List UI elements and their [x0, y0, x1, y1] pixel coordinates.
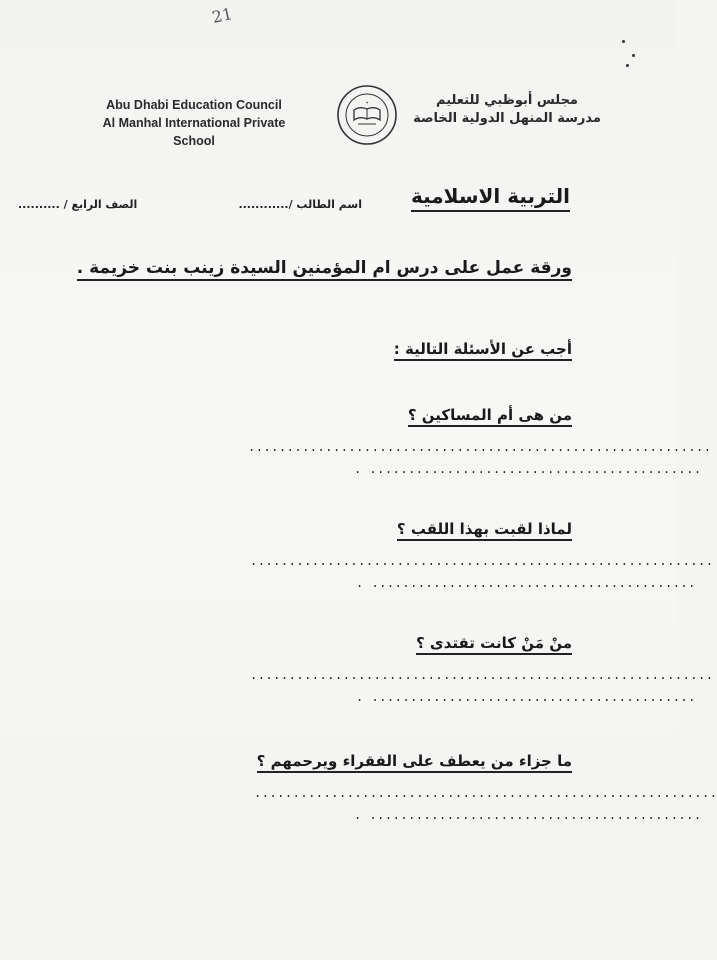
- council-name-ar: مجلس أبوظبي للتعليم: [436, 93, 578, 108]
- answer-line-4a[interactable]: ............................................................: [254, 786, 717, 800]
- school-name-ar: مدرسة المنهل الدولية الخاصة: [413, 111, 601, 126]
- student-info-row: [18, 198, 362, 211]
- student-name-field[interactable]: اسم الطالب /............: [238, 198, 362, 211]
- question-4: ما جزاء من يعطف على الفقراء ويرحمهم ؟: [257, 752, 572, 773]
- answer-line-1a[interactable]: ............................................................: [248, 440, 712, 454]
- question-2: لماذا لقبت بهذا اللقب ؟: [397, 520, 572, 541]
- scan-specks: [620, 40, 640, 80]
- answer-line-1b[interactable]: . ...........................................: [354, 462, 702, 476]
- answer-line-2a[interactable]: ............................................................: [250, 554, 714, 568]
- school-name-en: Al Manhal International Private School: [102, 116, 286, 148]
- answer-line-3a[interactable]: ............................................................: [250, 668, 714, 682]
- worksheet-title: ورقة عمل على درس ام المؤمنين السيدة زينب بنت خزيمة .: [77, 258, 572, 281]
- handwritten-page-number: 21: [210, 4, 235, 27]
- school-name-arabic: [392, 92, 622, 128]
- answer-line-2b[interactable]: . ..........................................: [356, 576, 696, 590]
- answer-line-4b[interactable]: . ...........................................: [354, 808, 702, 822]
- school-name-english: [84, 96, 304, 150]
- instruction-heading: أجب عن الأسئلة التالية :: [394, 340, 572, 361]
- question-1: من هى أم المساكين ؟: [408, 406, 572, 427]
- answer-line-3b[interactable]: . ..........................................: [356, 690, 696, 704]
- grade-field[interactable]: الصف الرابع / ..........: [18, 198, 138, 211]
- question-3: منْ مَنْ كانت تقتدى ؟: [416, 634, 572, 655]
- subject-title: التربية الاسلامية: [411, 184, 570, 212]
- school-logo-icon: [336, 84, 398, 146]
- svg-text:✦: ✦: [365, 100, 369, 105]
- council-name-en: Abu Dhabi Education Council: [106, 98, 282, 112]
